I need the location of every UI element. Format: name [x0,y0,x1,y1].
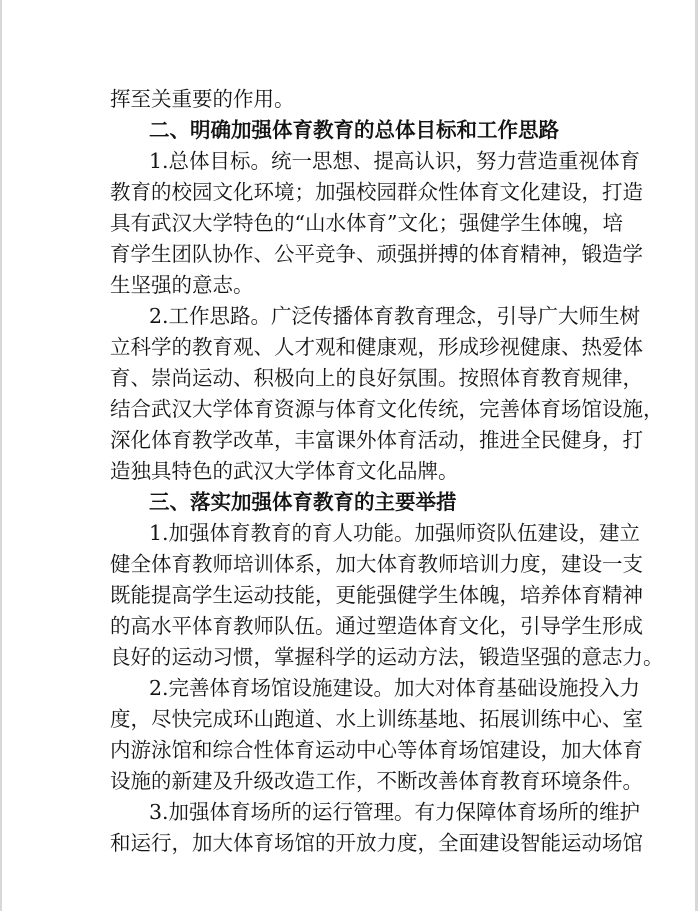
paragraph-first-line: 1.总体目标。统一思想、提高认识，努力营造重视体育 [149,149,641,173]
body-line: 立科学的教育观、人才观和健康观，形成珍视健康、热爱体 [110,335,643,359]
body-line: 度，尽快完成环山跑道、水上训练基地、拓展训练中心、室 [110,707,643,731]
body-line: 深化体育教学改革，丰富课外体育活动，推进全民健身，打 [110,428,643,452]
paragraph-first-line: 2.工作思路。广泛传播体育教育理念，引导广大师生树 [149,304,641,328]
body-line: 育学生团队协作、公平竞争、顽强拼搏的体育精神，锻造学 [110,242,643,266]
paragraph-first-line: 2.完善体育场馆设施建设。加大对体育基础设施投入力 [149,676,641,700]
body-line: 设施的新建及升级改造工作，不断改善体育教育环境条件。 [110,769,643,793]
body-line: 生坚强的意志。 [110,273,254,297]
section-heading: 三、落实加强体育教育的主要举措 [149,490,457,514]
body-line: 造独具特色的武汉大学体育文化品牌。 [110,459,459,483]
body-line: 育、崇尚运动、积极向上的良好氛围。按照体育教育规律， [110,366,643,390]
body-line: 健全体育教师培训体系，加大体育教师培训力度，建设一支 [110,552,643,576]
body-line: 的高水平体育教师队伍。通过塑造体育文化，引导学生形成 [110,614,643,638]
body-line: 挥至关重要的作用。 [110,87,295,111]
body-line: 教育的校园文化环境；加强校园群众性体育文化建设，打造 [110,180,643,204]
body-line: 既能提高学生运动技能，更能强健学生体魄，培养体育精神 [110,583,643,607]
body-line: 内游泳馆和综合性体育运动中心等体育场馆建设，加大体育 [110,738,643,762]
body-line: 结合武汉大学体育资源与体育文化传统，完善体育场馆设施， [110,397,664,421]
body-line: 和运行，加大体育场馆的开放力度，全面建设智能运动场馆 [110,831,643,855]
section-heading: 二、明确加强体育教育的总体目标和工作思路 [149,118,559,142]
paragraph-first-line: 1.加强体育教育的育人功能。加强师资队伍建设，建立 [149,521,641,545]
paragraph-first-line: 3.加强体育场所的运行管理。有力保障体育场所的维护 [149,800,641,824]
body-line: 具有武汉大学特色的“山水体育”文化；强健学生体魄，培 [110,211,623,235]
body-line: 良好的运动习惯，掌握科学的运动方法，锻造坚强的意志力。 [110,645,664,669]
